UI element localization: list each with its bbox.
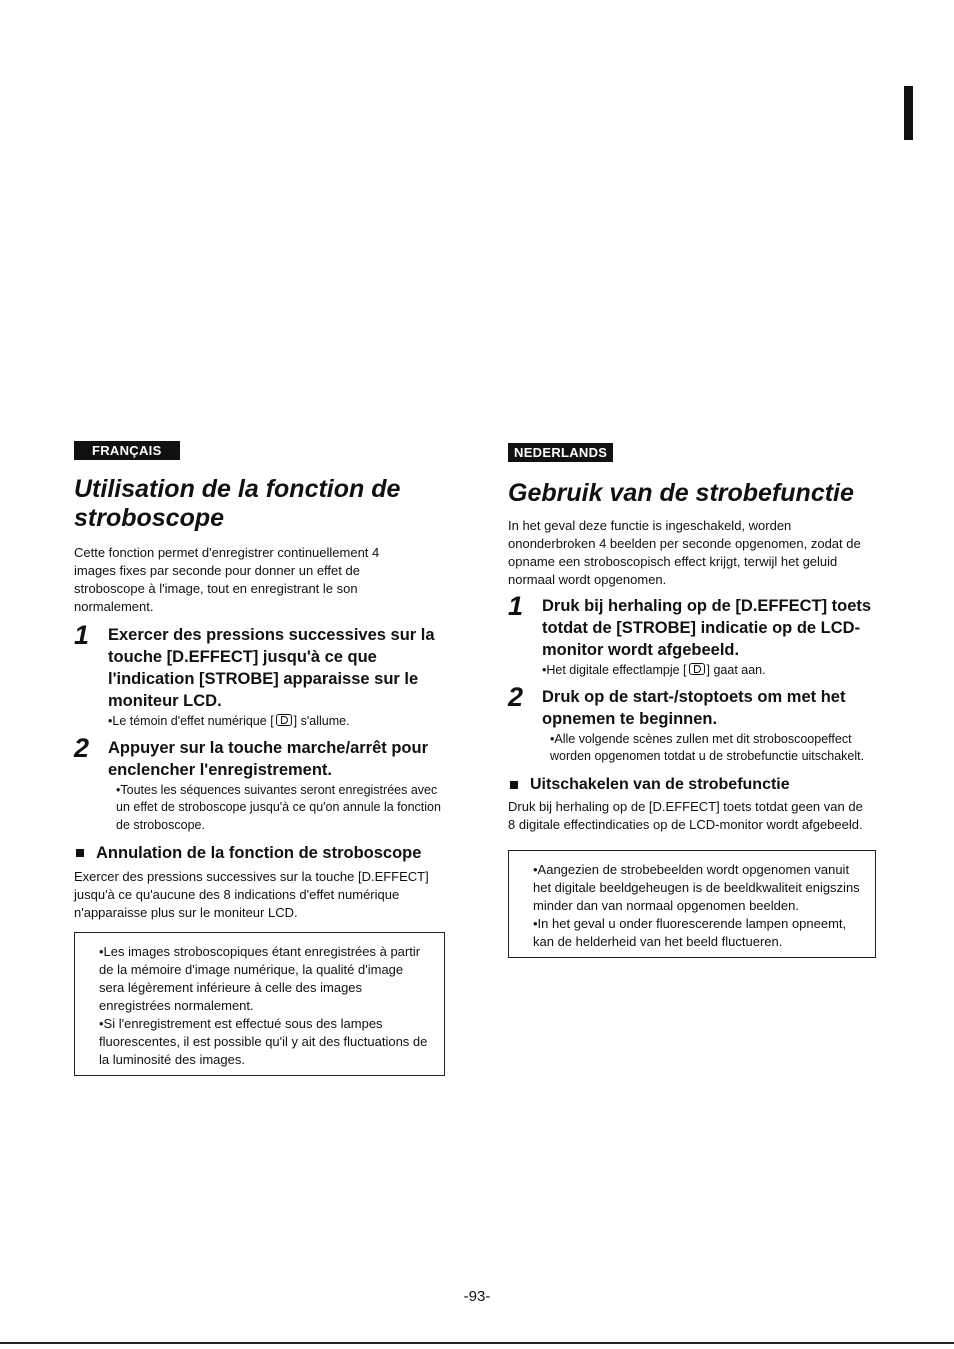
note-box-nl: [508, 850, 876, 958]
digital-effect-icon: [689, 663, 705, 675]
subheading-text: Uitschakelen van de strobefunctie: [530, 775, 790, 793]
note-item: •In het geval u onder fluorescerende lampen opneemt, kan de helderheid van het beeld fluctueren.: [533, 915, 847, 949]
subheading-text: Annulation de la fonction de stroboscope: [96, 844, 422, 862]
digital-effect-icon: [276, 714, 292, 726]
step-heading: Exercer des pressions successives sur la touche [D.EFFECT] jusqu'à ce que l'indication [STROBE] apparaisse sur le moniteur LCD.: [108, 626, 435, 710]
bullet-text: •Het digitale effectlampje [: [542, 663, 687, 677]
intro-text-nl: In het geval deze functie is ingeschakeld, worden ononderbroken 4 beelden per seconde opgenomen, zodat de opname een stroboscopisch effect krijgt, terwijl het geluid normaal wordt opgenomen.: [508, 518, 861, 587]
note-item: •Si l'enregistrement est effectué sous des lampes fluorescentes, il est possible qu'il y ait des fluctuations de la luminosité des images.: [99, 1016, 428, 1067]
step-heading: Druk op de start-/stoptoets om met het opnemen te beginnen.: [542, 687, 846, 728]
step-bullet: •Toutes les séquences suivantes seront enregistrées avec un effet de stroboscope jusqu'à ce qu'on annule la fonction de stroboscope.: [116, 782, 441, 832]
step-number: 1: [508, 591, 524, 621]
subheading-fr: [74, 842, 442, 864]
step-bullet: [542, 662, 874, 680]
step-number: 1: [74, 620, 90, 650]
step-heading: Druk bij herhaling op de [D.EFFECT] toets totdat de [STROBE] indicatie op de LCD-monitor wordt afgebeeld.: [542, 597, 872, 659]
subsection-text-nl: Druk bij herhaling op de [D.EFFECT] toets totdat geen van de 8 digitale effectindicaties op de LCD-monitor wordt afgebeeld.: [508, 798, 863, 832]
note-item: •Aangezien de strobebeelden wordt opgenomen vanuit het digitale beeldgeheugen is de beeldkwaliteit enigszins minder dan van normaal opgenomen beelden.: [533, 861, 860, 913]
step-2-fr: [74, 732, 442, 835]
page-number: -93-: [463, 1288, 491, 1305]
page-title-nl: Gebruik van de strobefunctie: [508, 479, 854, 507]
step-bullet: [108, 713, 442, 731]
subheading-nl: [508, 774, 874, 796]
dutch-column: [508, 443, 874, 958]
page-title-fr: Utilisation de la fonction de stroboscope: [74, 475, 401, 532]
intro-text-fr: Cette fonction permet d'enregistrer continuellement 4 images fixes par seconde pour donner un effet de stroboscope à l'image, tout en enregistrant le son normalement.: [74, 545, 380, 614]
step-bullet: •Alle volgende scènes zullen met dit stroboscoopeffect worden opgenomen totdat u de strobefunctie uitschakelt.: [550, 731, 865, 763]
bullet-text: ] s'allume.: [293, 714, 350, 728]
note-box-fr: [74, 932, 445, 1076]
section-marker-bar: [904, 86, 913, 140]
step-heading: Appuyer sur la touche marche/arrêt pour enclencher l'enregistrement.: [108, 738, 429, 779]
language-label-fr: FRANÇAIS: [74, 441, 180, 460]
bullet-text: ] gaat aan.: [706, 663, 766, 677]
language-label-nl: NEDERLANDS: [508, 443, 613, 462]
step-2-nl: [508, 681, 874, 766]
step-1-nl: [508, 591, 874, 680]
square-bullet-icon: [510, 781, 518, 789]
bullet-text: •Le témoin d'effet numérique [: [108, 714, 274, 728]
step-number: 2: [508, 681, 524, 712]
square-bullet-icon: [76, 849, 84, 857]
step-1-fr: [74, 620, 442, 731]
step-number: 2: [74, 732, 90, 763]
french-column: [74, 441, 442, 1076]
bottom-rule: [0, 1342, 954, 1344]
subsection-text-fr: Exercer des pressions successives sur la touche [D.EFFECT] jusqu'à ce qu'aucune des 8 indications d'effet numérique n'apparaisse plus sur le moniteur LCD.: [74, 869, 429, 920]
note-item: •Les images stroboscopiques étant enregistrées à partir de la mémoire d'image numérique, la qualité d'image sera légèrement inférieure à celle des images enregistrées normalement.: [99, 944, 421, 1013]
